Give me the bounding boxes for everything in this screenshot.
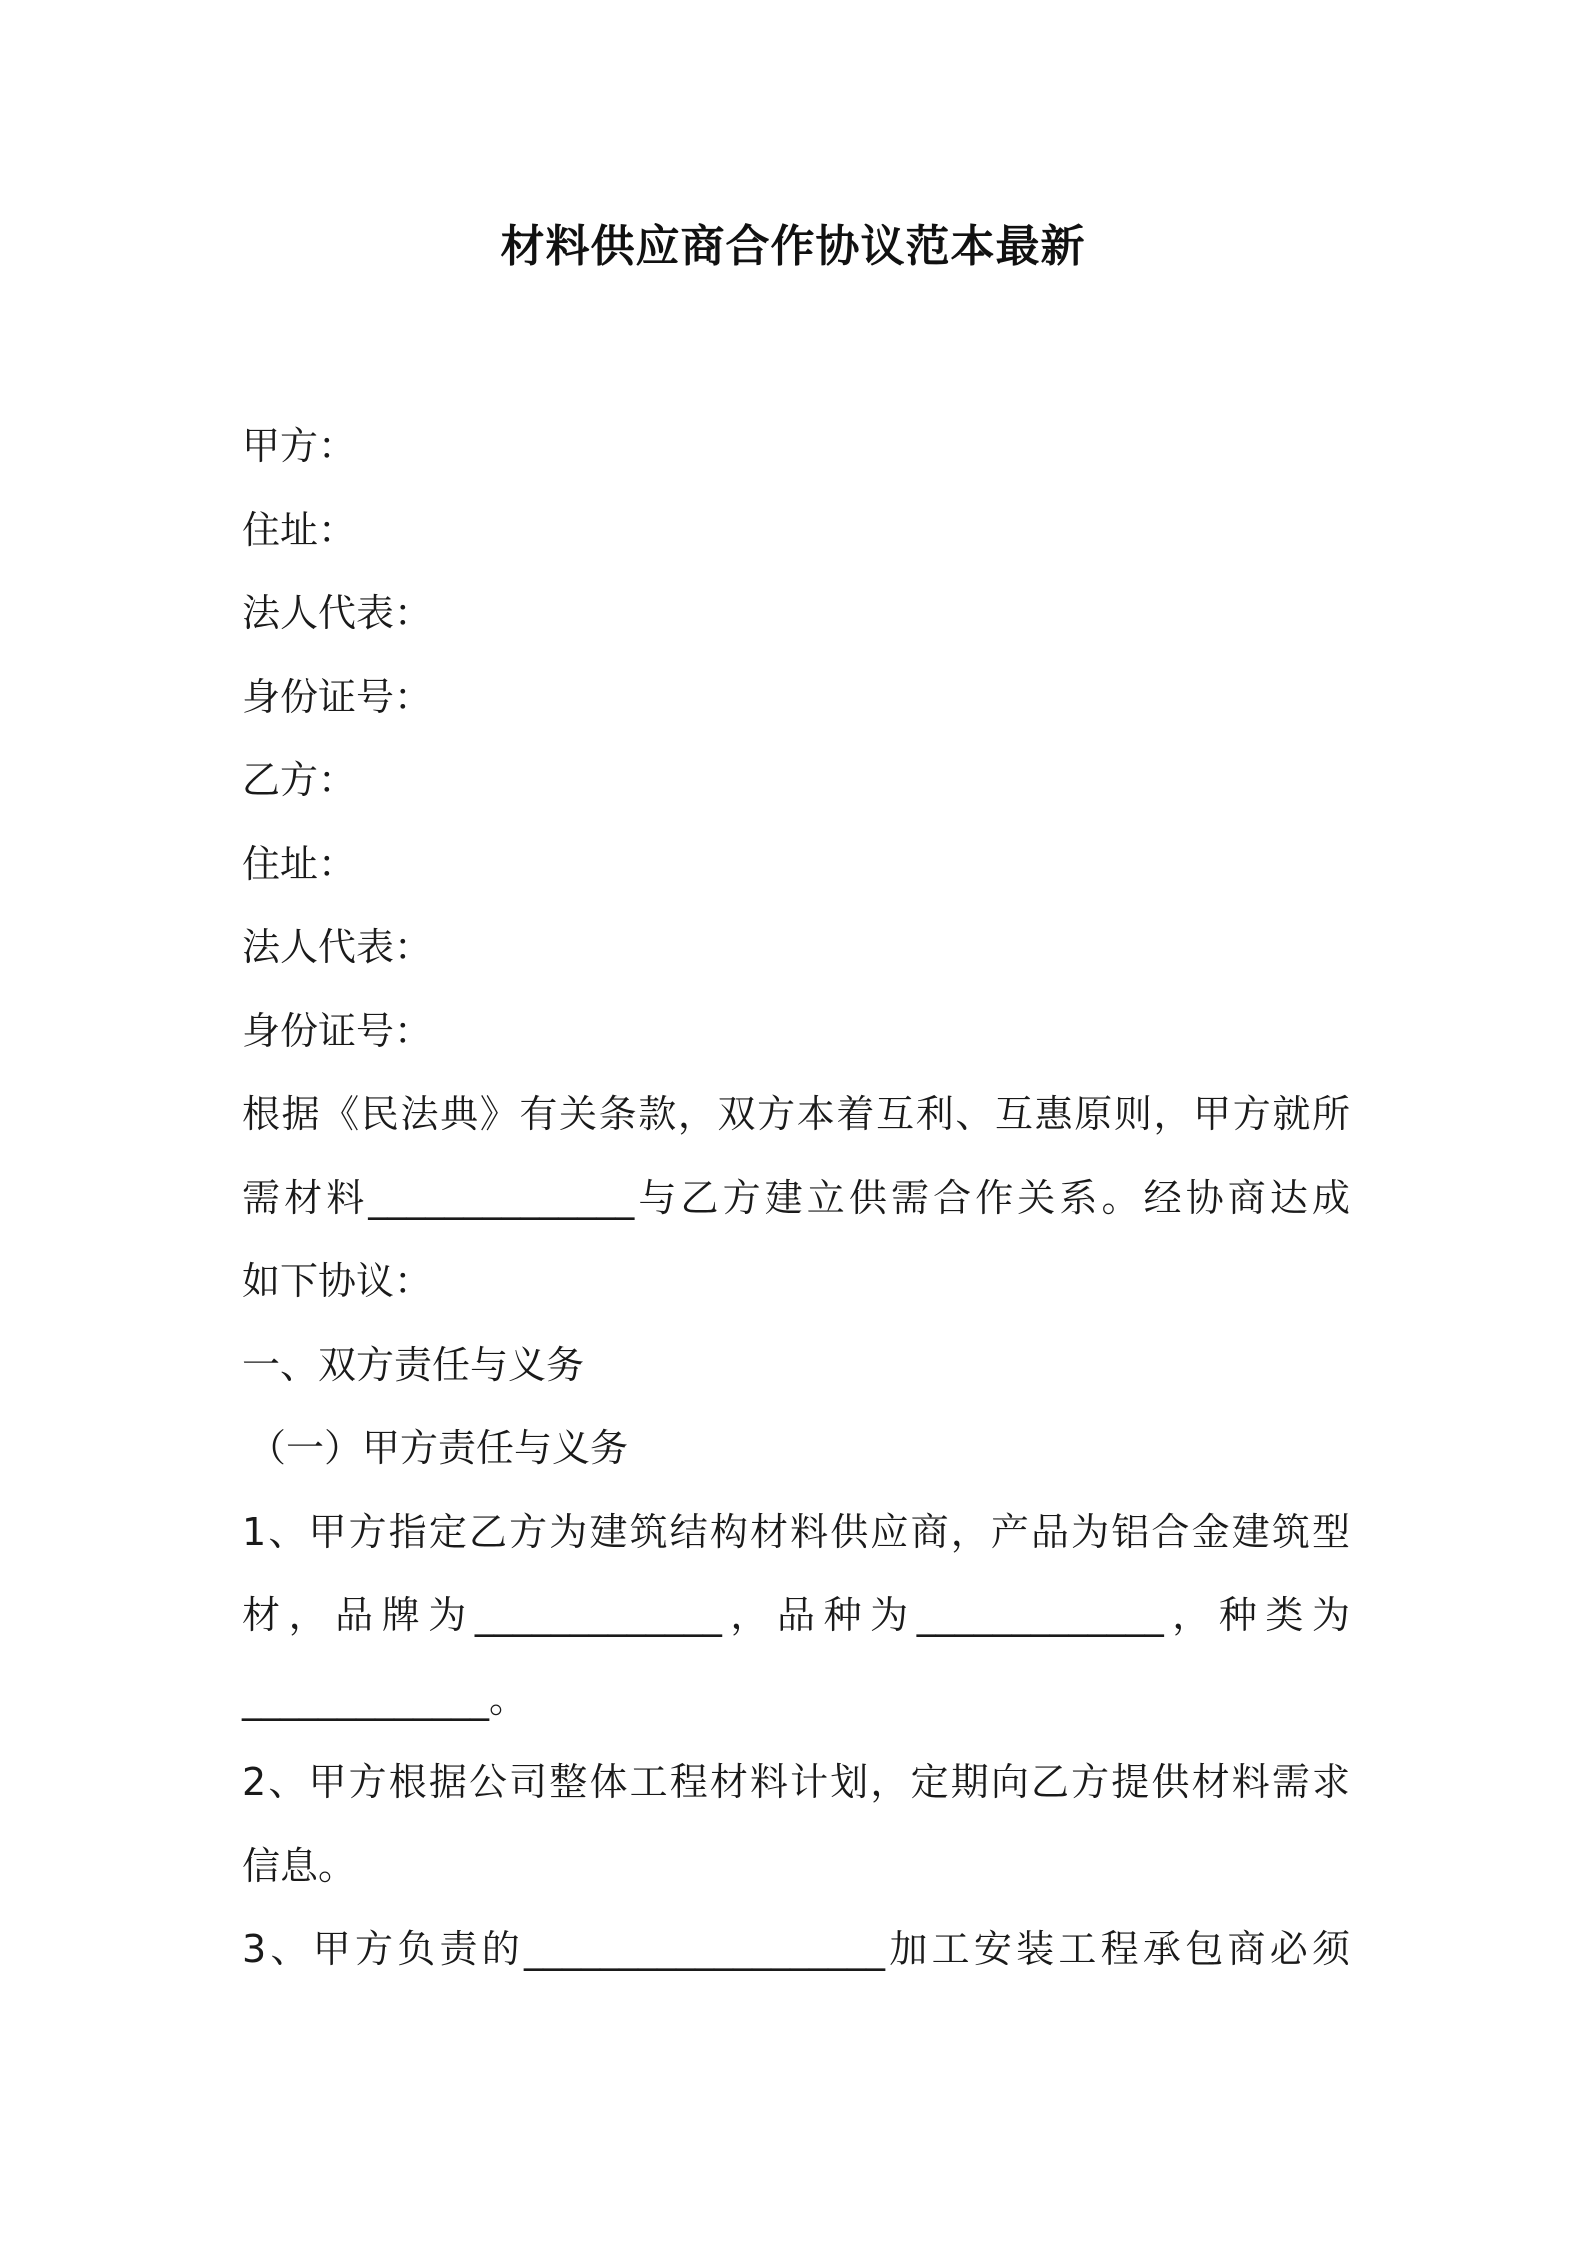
party-b-id-number-label: 身份证号： — [242, 1008, 433, 1053]
subsection-heading-1: （一）甲方责任与义务 — [248, 1426, 629, 1470]
clause-2-line-1: 2、甲方根据公司整体工程材料计划，定期向乙方提供材料需求 — [242, 1760, 1350, 1804]
party-b-label: 乙方： — [242, 758, 357, 802]
document-body — [242, 405, 1350, 1992]
clause-1-line-2: 材，品牌为_____________，品种为_____________，种类为 — [242, 1593, 1350, 1637]
party-a-label: 甲方： — [242, 424, 357, 468]
clause-1-line-3: _____________。 — [242, 1676, 528, 1721]
party-a-id-number-label: 身份证号： — [242, 674, 433, 719]
party-a-address-label: 住址： — [242, 507, 357, 552]
party-b-legal-rep-label: 法人代表： — [242, 925, 433, 969]
document-title: 材料供应商合作协议范本最新 — [500, 221, 1086, 272]
section-heading-1: 一、双方责任与义务 — [242, 1342, 585, 1387]
clause-1-line-1: 1、甲方指定乙方为建筑结构材料供应商，产品为铝合金建筑型 — [242, 1509, 1350, 1554]
clause-3-line-1: 3、甲方负责的___________________加工安装工程承包商必须 — [242, 1927, 1350, 1971]
party-b-address-label: 住址： — [242, 841, 357, 886]
preamble-line-1: 根据《民法典》有关条款，双方本着互利、互惠原则，甲方就所 — [242, 1092, 1350, 1136]
preamble-line-2: 需材料______________与乙方建立供需合作关系。经协商达成 — [242, 1175, 1350, 1220]
clause-2-line-2: 信息。 — [242, 1843, 357, 1888]
preamble-line-3: 如下协议： — [242, 1259, 433, 1303]
party-a-legal-rep-label: 法人代表： — [242, 591, 433, 635]
